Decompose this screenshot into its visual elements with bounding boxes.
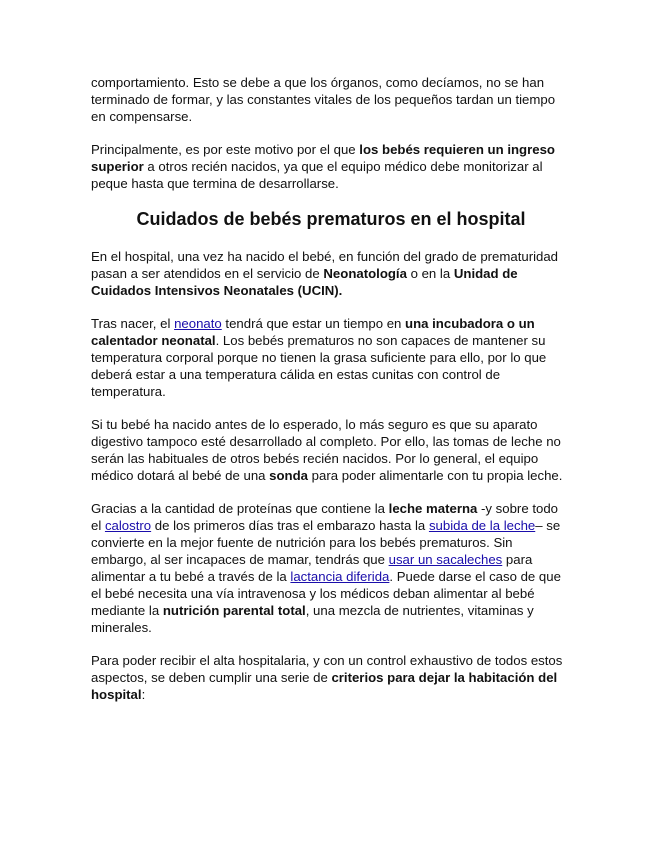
link-subida-de-la-leche[interactable]: subida de la leche <box>428 518 536 533</box>
bold-text: sonda <box>269 468 309 483</box>
bold-text: leche materna <box>388 501 478 516</box>
paragraph-text: Principalmente, es por este motivo por el que <box>91 142 360 157</box>
article-body <box>91 74 571 719</box>
paragraph-feeding-tube <box>91 416 571 484</box>
paragraph-text: para alimentar a tu bebé a través de la <box>91 552 533 584</box>
paragraph-text: Gracias a la cantidad de proteínas que contiene la <box>91 501 389 516</box>
bold-text: nutrición parental total <box>162 603 306 618</box>
paragraph-text: Si tu bebé ha nacido antes de lo esperado, lo más seguro es que su aparato digestivo tampoco esté desarrollado al completo. Por ello, las tomas de leche no serán las habituales de otros bebés recién nacidos. Por lo general, el equipo médico dotará al bebé de una <box>91 417 561 483</box>
paragraph-incubator <box>91 315 571 400</box>
paragraph-text: : <box>141 687 146 702</box>
paragraph-text: , una mezcla de nutrientes, vitaminas y minerales. <box>91 603 534 635</box>
bold-text: Unidad de Cuidados Intensivos Neonatales (UCIN). <box>91 266 518 298</box>
paragraph-text: . Puede darse el caso de que el bebé necesita una vía intravenosa y los médicos deban alimentar al bebé mediante la <box>91 569 561 618</box>
paragraph-text: En el hospital, una vez ha nacido el bebé, en función del grado de prematuridad pasan a ser atendidos en el servicio de <box>91 249 559 281</box>
paragraph-text: a otros recién nacidos, ya que el equipo médico debe monitorizar al peque hasta que termina de desarrollarse. <box>91 159 543 191</box>
paragraph-text: . Los bebés prematuros no son capaces de mantener su temperatura corporal porque no tienen la grasa suficiente para ello, por lo que deberá estar a una temperatura cálida en estas cunitas con control de temperatura. <box>91 333 547 399</box>
paragraph-text: Tras nacer, el <box>91 316 175 331</box>
bold-text: criterios para dejar la habitación del hospital <box>91 670 558 702</box>
paragraph-text: para poder alimentarle con tu propia leche. <box>308 468 563 483</box>
paragraph-organs <box>91 74 571 125</box>
paragraph-text: tendrá que estar un tiempo en <box>221 316 406 331</box>
paragraph-text: Para poder recibir el alta hospitalaria, y con un control exhaustivo de todos estos aspectos, se deben cumplir una serie de <box>91 653 563 685</box>
link-calostro[interactable]: calostro <box>104 518 152 533</box>
section-heading: Cuidados de bebés prematuros en el hospital <box>136 209 526 229</box>
paragraph-text: -y sobre todo el <box>91 501 558 533</box>
bold-text: Neonatología <box>323 266 407 281</box>
paragraph-neonatology <box>91 248 571 299</box>
paragraph-breast-milk <box>91 500 571 636</box>
bold-text: los bebés requieren un ingreso superior <box>91 142 555 174</box>
paragraph-text: o en la <box>406 266 454 281</box>
paragraph-text: – se convierte en la mejor fuente de nutrición para los bebés prematuros. Sin embargo, al ser incapaces de mamar, tendrás que <box>91 518 561 567</box>
paragraph-text: de los primeros días tras el embarazo hasta la <box>151 518 429 533</box>
paragraph-discharge <box>91 652 571 703</box>
bold-text: una incubadora o un calentador neonatal <box>91 316 535 348</box>
link-neonato[interactable]: neonato <box>174 316 222 331</box>
link-usar-un-sacaleches[interactable]: usar un sacaleches <box>388 552 503 567</box>
paragraph-text: comportamiento. Esto se debe a que los órganos, como decíamos, no se han terminado de formar, y las constantes vitales de los pequeños tardan un tiempo en compensarse. <box>91 75 556 124</box>
paragraph-hospital-stay <box>91 141 571 192</box>
link-lactancia-diferida[interactable]: lactancia diferida <box>290 569 390 584</box>
